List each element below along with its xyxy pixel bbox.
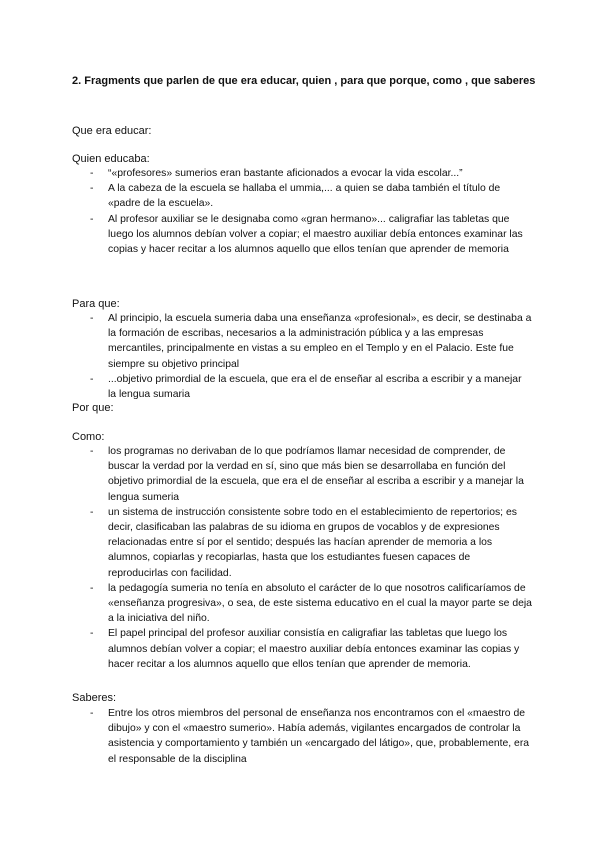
label-por-que: Por que:: [72, 402, 114, 414]
label-como: Como:: [72, 431, 105, 443]
dash-bullet: -: [90, 628, 94, 640]
list-item: - A la cabeza de la escuela se hallaba el ummia,... a quien se daba también el título de «padre de la escuela».: [90, 183, 501, 210]
label-para-que: Para que:: [72, 298, 120, 310]
section-heading: 2. Fragments que parlen de que era educar, quien , para que porque, como , que saberes: [72, 75, 536, 87]
list-item: - la pedagogía sumeria no tenía en absoluto el carácter de lo que nosotros calificaríamos de «enseñanza progresiva», o sea, de este sistema educativo en el cual la mayor parte se deja a la iniciativa del niño.: [90, 582, 532, 625]
dash-bullet: -: [90, 168, 94, 179]
dash-bullet: -: [90, 582, 94, 594]
list-item: - Al principio, la escuela sumeria daba una enseñanza «profesional», es decir, se destinaba a la formación de escribas, necesarios a la administración pública y a las empresas mercantiles, principalmente en vistas a su empleo en el Templo y en el Palacio. Este fue siempre su objetivo principal: [90, 313, 532, 370]
list-quien-educaba: [72, 166, 532, 257]
list-saberes: [72, 706, 532, 767]
dash-bullet: -: [90, 373, 94, 385]
dash-bullet: -: [90, 313, 94, 324]
list-item: - un sistema de instrucción consistente sobre todo en el establecimiento de repertorios; es decir, clasificaban las palabras de su idioma en grupos de vocablos y de expresiones relacionadas entre sí por el sentido; después las hacían aprender de memoria a los alumnos, copiarlas y recopiarlas, hasta que los estudiantes fuesen capaces de reproducirlas con facilidad.: [90, 506, 517, 579]
dash-bullet: -: [90, 506, 94, 518]
label-quien-educaba: Quien educaba:: [72, 153, 150, 165]
list-para-que: [72, 311, 532, 402]
dash-bullet: -: [90, 446, 94, 457]
label-saberes: Saberes:: [72, 692, 117, 704]
dash-bullet: -: [90, 183, 94, 195]
dash-bullet: -: [90, 213, 94, 225]
list-como: [72, 444, 532, 672]
list-item: - Entre los otros miembros del personal de enseñanza nos encontramos con el «maestro de dibujo» y con el «maestro sumerio». Había además, vigilantes encargados de controlar la asistencia y comportamiento y también un «encargado del látigo», que, probablemente, era el responsable de la disciplina: [90, 708, 530, 765]
list-item: - “«profesores» sumerios eran bastante aficionados a evocar la vida escolar...”: [72, 166, 532, 181]
dash-bullet: -: [90, 708, 94, 719]
list-item: - ...objetivo primordial de la escuela, que era el de enseñar al escriba a escribir y a manejar la lengua sumaria: [90, 373, 522, 401]
list-item: - Al profesor auxiliar se le designaba como «gran hermano»... caligrafiar las tabletas que luego los alumnos debían volver a copiar; el maestro auxiliar debía entonces examinar las copias y hacer recitar a los alumnos aquello que ellos tenían que aprender de memoria: [90, 213, 523, 256]
label-que-era-educar: Que era educar:: [72, 125, 152, 137]
list-item: - El papel principal del profesor auxiliar consistía en caligrafiar las tabletas que luego los alumnos debían volver a copiar; el maestro auxiliar debía entonces examinar las copias y hacer recitar a los alumnos aquello que ellos tenían que aprender de memoria.: [90, 628, 520, 670]
list-item: - los programas no derivaban de lo que podríamos llamar necesidad de comprender, de buscar la verdad por la verdad en sí, sino que más bien se desarrollaba en función del objetivo primordial de la escuela, que era el de enseñar al escriba a escribir y a manejar la lengua sumeria: [90, 446, 524, 503]
